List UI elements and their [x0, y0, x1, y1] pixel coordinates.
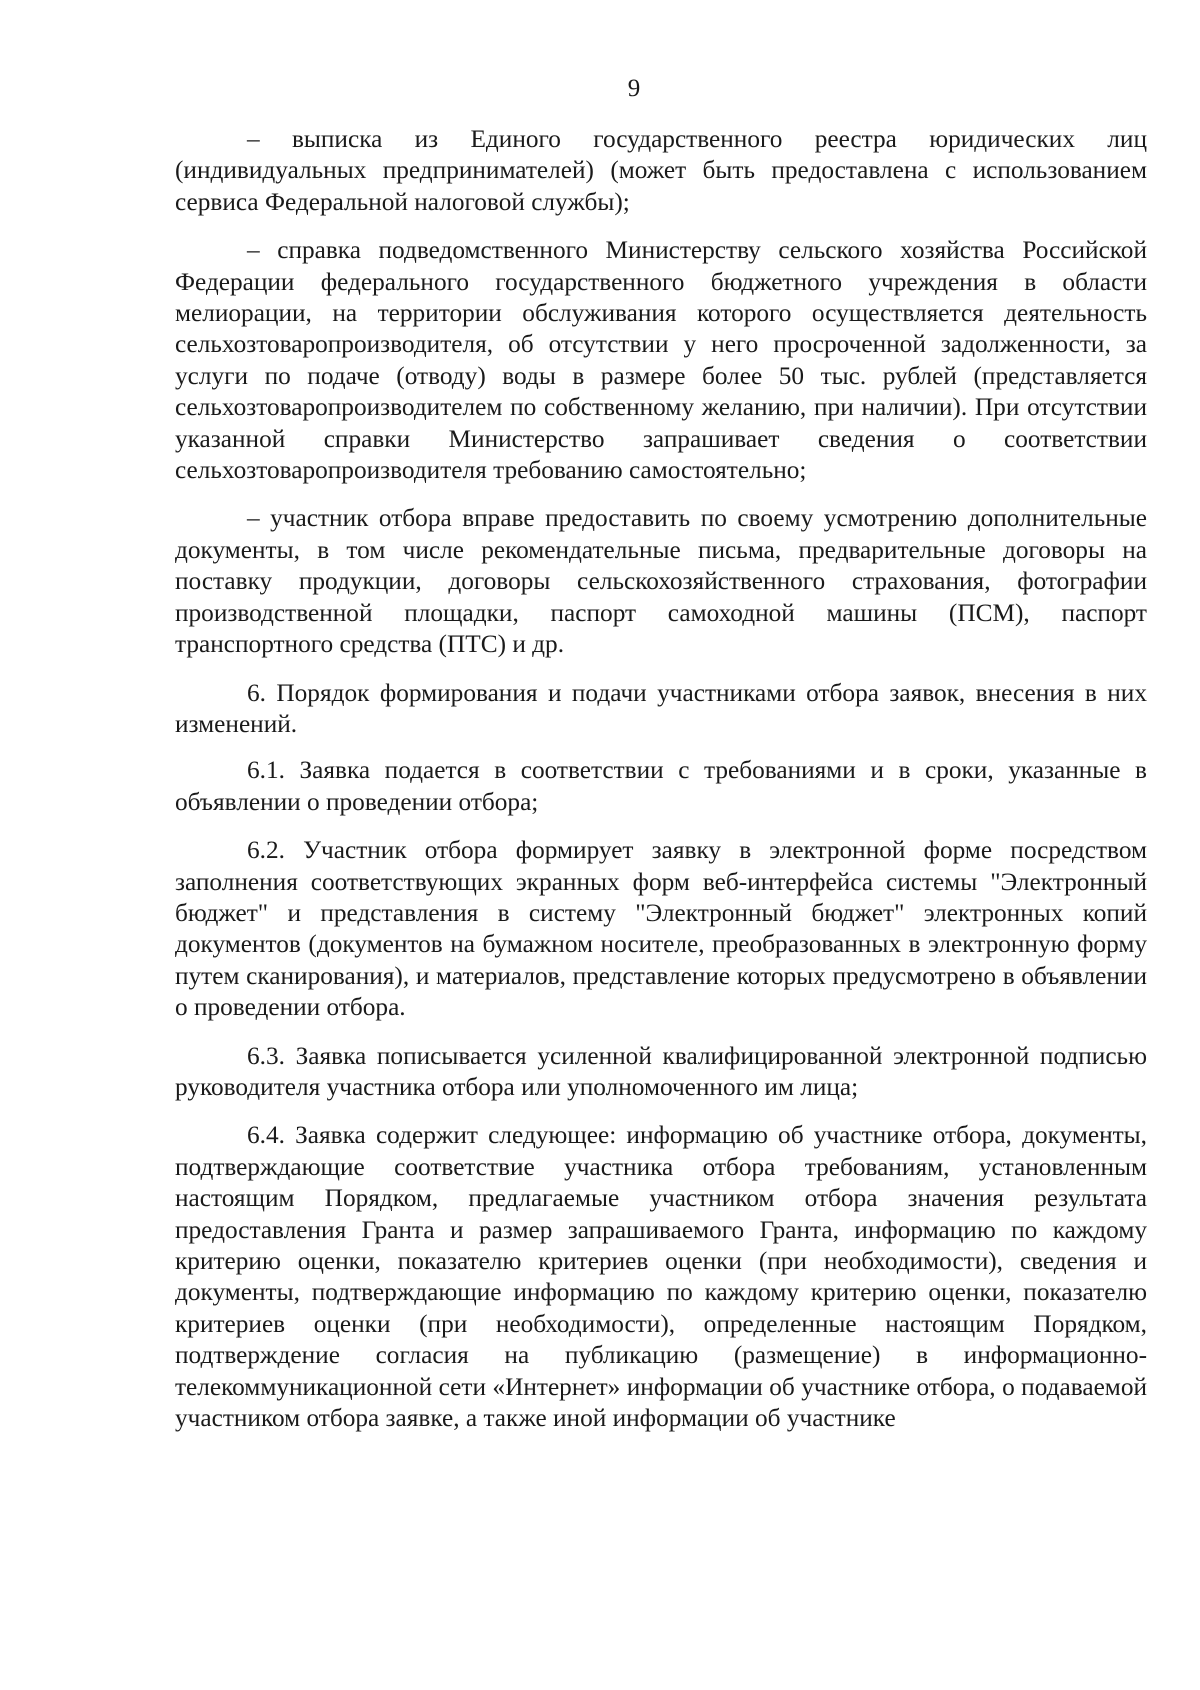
paragraph-egrul-extract: – выписка из Единого государственного реестра юридических лиц (индивидуальных предпринимателей) (может быть предоставлена с использованием сервиса Федеральной налоговой службы);	[175, 125, 1147, 216]
paragraph-6-1: 6.1. Заявка подается в соответствии с требованиями и в сроки, указанные в объявлении о проведении отбора;	[175, 756, 1147, 816]
paragraph-melioration-certificate: – справка подведомственного Министерству сельского хозяйства Российской Федерации федерального государственного бюджетного учреждения в области мелиорации, на территории обслуживания которого осуществляется деятельность сельхозтоваропроизводителя, об отсутствии у него просроченной задолженности, за услуги по подаче (отводу) воды в размере более 50 тыс. рублей (представляется сельхозтоваропроизводителем по собственному желанию, при наличии). При отсутствии указанной справки Министерство запрашивает сведения о соответствии сельхозтоваропроизводителя требованию самостоятельно;	[175, 236, 1147, 485]
page-number: 9	[627, 75, 641, 102]
paragraph-6-3: 6.3. Заявка пописывается усиленной квалифицированной электронной подписью руководителя участника отбора или уполномоченного им лица;	[175, 1041, 1147, 1101]
section-heading-6: 6. Порядок формирования и подачи участниками отбора заявок, внесения в них изменений.	[175, 678, 1147, 738]
document-body	[175, 124, 1147, 1434]
paragraph-additional-documents: – участник отбора вправе предоставить по своему усмотрению дополнительные документы, в том числе рекомендательные письма, предварительные договоры на поставку продукции, договоры сельскохозяйственного страхования, фотографии производственной площадки, паспорт самоходной машины (ПСМ), паспорт транспортного средства (ПТС) и др.	[175, 504, 1147, 659]
paragraph-6-2: 6.2. Участник отбора формирует заявку в электронной форме посредством заполнения соответствующих экранных форм веб-интерфейса системы "Электронный бюджет" и представления в систему "Электронный бюджет" электронных копий документов (документов на бумажном носителе, преобразованных в электронную форму путем сканирования), и материалов, представление которых предусмотрено в объявлении о проведении отбора.	[175, 836, 1147, 1022]
paragraph-6-4: 6.4. Заявка содержит следующее: информацию об участнике отбора, документы, подтверждающие соответствие участника отбора требованиям, установленным настоящим Порядком, предлагаемые участником отбора значения результата предоставления Гранта и размер запрашиваемого Гранта, информацию по каждому критерию оценки, показателю критериев оценки (при необходимости), сведения и документы, подтверждающие информацию по каждому критерию оценки, показателю критериев оценки (при необходимости), определенные настоящим Порядком, подтверждение согласия на публикацию (размещение) в информационно-телекоммуникационной сети «Интернет» информации об участнике отбора, о подаваемой участником отбора заявке, а также иной информации об участнике	[175, 1121, 1147, 1433]
